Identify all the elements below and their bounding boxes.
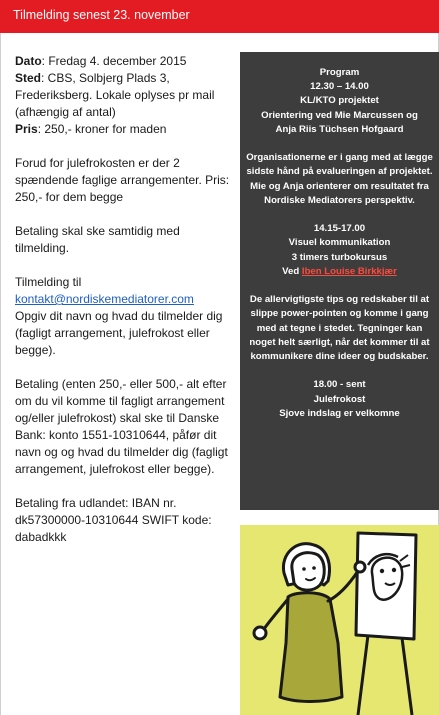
signup-intro: Tilmelding til [15, 275, 82, 289]
session-2-description: De allervigtigste tips og redskaber til at slippe power-pointen og komme i gang med at tegne i stedet. Tegninger kan noget helt særligt, når det kommer til at kommunikere dine ideer og budskaber. [249, 294, 430, 363]
place-label: Sted [15, 71, 42, 85]
event-details [15, 53, 230, 563]
header-banner [0, 0, 439, 33]
session-2-speaker-line [246, 265, 433, 279]
flipchart-icon [356, 533, 416, 715]
session-3-time: 18.00 - sent [313, 379, 366, 391]
signup-instructions: Opgiv dit navn og hvad du tilmelder dig (fagligt arrangement, julefrokost eller begge). [15, 309, 223, 357]
session-1-presenters-2: Anja Riis Tüchsen Hofgaard [275, 123, 404, 135]
program-panel [240, 52, 439, 510]
session-3-description: Sjove indslag er velkomne [279, 407, 400, 419]
header-title: Tilmelding senest 23. november [13, 8, 190, 22]
session-2-speaker-link[interactable]: Iben Louise Birkkjær [301, 265, 397, 277]
foreign-payment: Betaling fra udlandet: IBAN nr. dk57300000-10310644 SWIFT kode: dabadkkk [15, 496, 212, 544]
program-session-3 [246, 378, 433, 421]
session-1-description: Organisationerne er i gang med at lægge sidste hånd på evalueringen af projektet. Mie og Anja orienterer om resultatet fra Nordiske Mediatorers perspektiv. [246, 152, 433, 206]
payment-note: Betaling skal ske samtidig med tilmelding. [15, 224, 180, 255]
illustration-panel [240, 525, 439, 715]
price-value: : 250,- kroner for maden [37, 122, 167, 136]
session-1-title: KL/KTO projektet [300, 95, 379, 107]
bank-info: Betaling (enten 250,- eller 500,- alt efter om du vil komme til fagligt arrangement og/eller julefrokost) skal ske til Danske Bank: konto 1551-10310644, påfør dit navn og og hvad du tilmelder dig (fagligt arrangement, julefrokost eller begge). [15, 377, 228, 476]
pre-party-text: Forud for julefrokosten er der 2 spændende faglige arrangementer. Pris: 250,- for dem begge [15, 156, 230, 204]
session-3-title: Julefrokost [313, 393, 366, 405]
session-2-time: 14.15-17.00 [313, 223, 366, 235]
session-2-by: Ved [282, 265, 302, 277]
presenter-illustration [240, 525, 439, 715]
session-1-presenters-1: Orientering ved Mie Marcussen og [261, 109, 418, 121]
program-heading: Program [319, 67, 360, 78]
date-label: Dato [15, 54, 42, 68]
place-value: : CBS, Solbjerg Plads 3, Frederiksberg. Lokale oplyses pr mail (afhængig af antal) [15, 71, 215, 119]
session-1-time: 12.30 – 14.00 [310, 81, 369, 93]
session-2-subtitle: 3 timers turbokursus [291, 251, 388, 263]
presenter-figure [254, 544, 365, 702]
event-info [15, 53, 230, 138]
signup-email-link[interactable]: kontakt@nordiskemediatorer.com [15, 292, 194, 306]
program-session-2 [246, 222, 433, 279]
session-2-title: Visuel kommunikation [288, 237, 391, 249]
program-session-1 [246, 66, 433, 137]
signup-paragraph [15, 274, 230, 359]
date-value: : Fredag 4. december 2015 [41, 54, 187, 68]
price-label: Pris [15, 122, 38, 136]
